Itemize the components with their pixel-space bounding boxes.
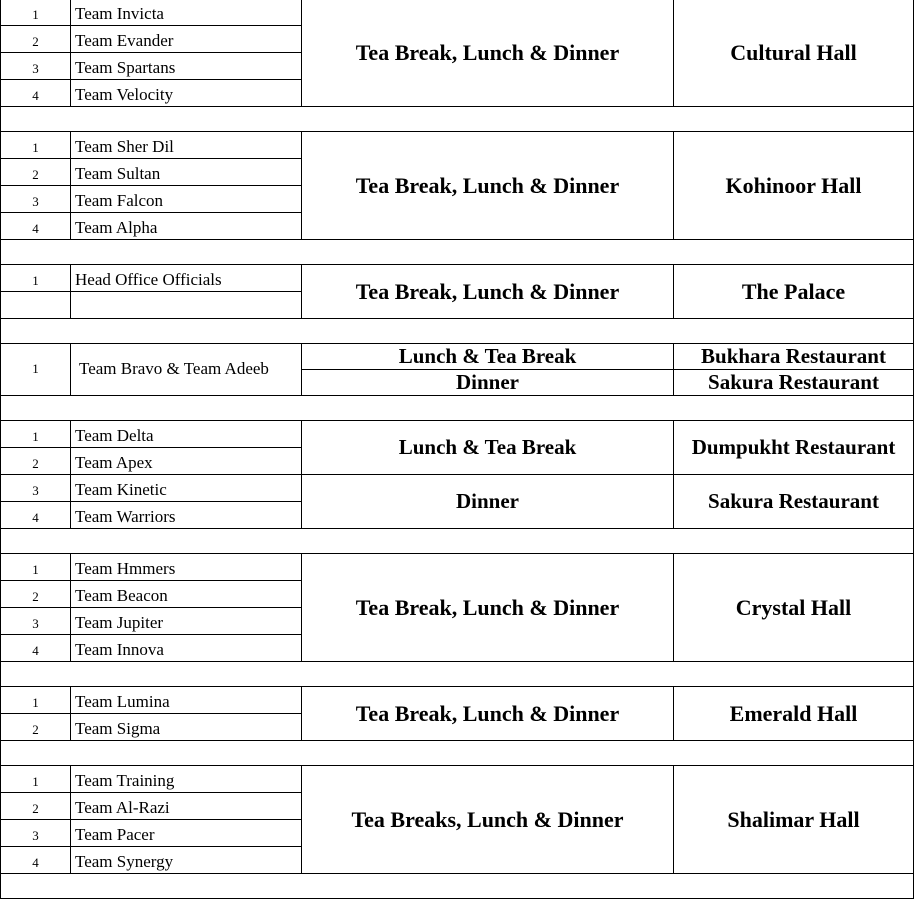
empty-cell xyxy=(71,292,302,319)
table-row xyxy=(1,265,914,292)
table-row xyxy=(1,766,914,793)
team-number: 4 xyxy=(1,502,71,529)
team-name: Team Sigma xyxy=(71,714,302,741)
team-number: 1 xyxy=(1,265,71,292)
spacer-cell xyxy=(1,396,914,421)
spacer-cell xyxy=(1,107,914,132)
team-number: 4 xyxy=(1,847,71,874)
venue-cell: Sakura Restaurant xyxy=(674,475,914,529)
team-name: Team Jupiter xyxy=(71,608,302,635)
team-name: Team Innova xyxy=(71,635,302,662)
spacer-row xyxy=(1,396,914,421)
spacer-cell xyxy=(1,319,914,344)
team-name: Head Office Officials xyxy=(71,265,302,292)
team-number: 1 xyxy=(1,766,71,793)
team-name: Team Falcon xyxy=(71,186,302,213)
team-number: 1 xyxy=(1,0,71,26)
team-name: Team Sher Dil xyxy=(71,132,302,159)
team-name: Team Kinetic xyxy=(71,475,302,502)
venue-cell: Kohinoor Hall xyxy=(674,132,914,240)
empty-cell xyxy=(1,292,71,319)
team-number: 4 xyxy=(1,635,71,662)
table-row xyxy=(1,421,914,448)
table-row xyxy=(1,554,914,581)
venue-cell: Shalimar Hall xyxy=(674,766,914,874)
team-number: 4 xyxy=(1,80,71,107)
team-number: 3 xyxy=(1,475,71,502)
spacer-cell xyxy=(1,662,914,687)
meal-cell: Tea Break, Lunch & Dinner xyxy=(302,265,674,319)
meal-cell: Tea Break, Lunch & Dinner xyxy=(302,554,674,662)
team-number: 1 xyxy=(1,687,71,714)
team-name: Team Sultan xyxy=(71,159,302,186)
venue-cell: Crystal Hall xyxy=(674,554,914,662)
table-row xyxy=(1,344,914,370)
spacer-row xyxy=(1,319,914,344)
team-name: Team Synergy xyxy=(71,847,302,874)
team-number: 2 xyxy=(1,581,71,608)
team-name: Team Velocity xyxy=(71,80,302,107)
meal-cell: Tea Breaks, Lunch & Dinner xyxy=(302,766,674,874)
spacer-row xyxy=(1,874,914,899)
team-name: Team Beacon xyxy=(71,581,302,608)
team-number: 1 xyxy=(1,132,71,159)
venue-cell: The Palace xyxy=(674,265,914,319)
team-name: Team Al-Razi xyxy=(71,793,302,820)
team-name: Team Alpha xyxy=(71,213,302,240)
meal-cell: Dinner xyxy=(302,475,674,529)
team-number: 4 xyxy=(1,213,71,240)
team-name: Team Evander xyxy=(71,26,302,53)
team-name: Team Spartans xyxy=(71,53,302,80)
team-number: 3 xyxy=(1,53,71,80)
team-number: 1 xyxy=(1,421,71,448)
meal-cell: Dinner xyxy=(302,370,674,396)
table-row xyxy=(1,0,914,26)
spacer-row xyxy=(1,529,914,554)
team-name: Team Invicta xyxy=(71,0,302,26)
team-number: 2 xyxy=(1,714,71,741)
team-number: 2 xyxy=(1,26,71,53)
team-number: 2 xyxy=(1,793,71,820)
spacer-cell xyxy=(1,741,914,766)
table-row xyxy=(1,687,914,714)
team-name: Team Bravo & Team Adeeb xyxy=(71,344,302,396)
spacer-row xyxy=(1,741,914,766)
meal-cell: Lunch & Tea Break xyxy=(302,421,674,475)
meal-cell: Tea Break, Lunch & Dinner xyxy=(302,0,674,107)
meal-cell: Tea Break, Lunch & Dinner xyxy=(302,687,674,741)
venue-cell: Dumpukht Restaurant xyxy=(674,421,914,475)
team-name: Team Warriors xyxy=(71,502,302,529)
spacer-row xyxy=(1,662,914,687)
team-number: 3 xyxy=(1,608,71,635)
spacer-cell xyxy=(1,529,914,554)
team-name: Team Apex xyxy=(71,448,302,475)
spacer-row xyxy=(1,240,914,265)
team-number: 2 xyxy=(1,159,71,186)
meal-cell: Lunch & Tea Break xyxy=(302,344,674,370)
team-number: 2 xyxy=(1,448,71,475)
table-row xyxy=(1,475,914,502)
team-name: Team Lumina xyxy=(71,687,302,714)
team-name: Team Hmmers xyxy=(71,554,302,581)
venue-cell: Sakura Restaurant xyxy=(674,370,914,396)
spacer-cell xyxy=(1,240,914,265)
team-number: 1 xyxy=(1,344,71,396)
team-name: Team Delta xyxy=(71,421,302,448)
spacer-row xyxy=(1,107,914,132)
team-name: Team Training xyxy=(71,766,302,793)
team-name: Team Pacer xyxy=(71,820,302,847)
team-number: 3 xyxy=(1,186,71,213)
team-number: 1 xyxy=(1,554,71,581)
meal-cell: Tea Break, Lunch & Dinner xyxy=(302,132,674,240)
table-row xyxy=(1,132,914,159)
venue-cell: Emerald Hall xyxy=(674,687,914,741)
spacer-cell xyxy=(1,874,914,899)
team-number: 3 xyxy=(1,820,71,847)
venue-cell: Bukhara Restaurant xyxy=(674,344,914,370)
venue-cell: Cultural Hall xyxy=(674,0,914,107)
